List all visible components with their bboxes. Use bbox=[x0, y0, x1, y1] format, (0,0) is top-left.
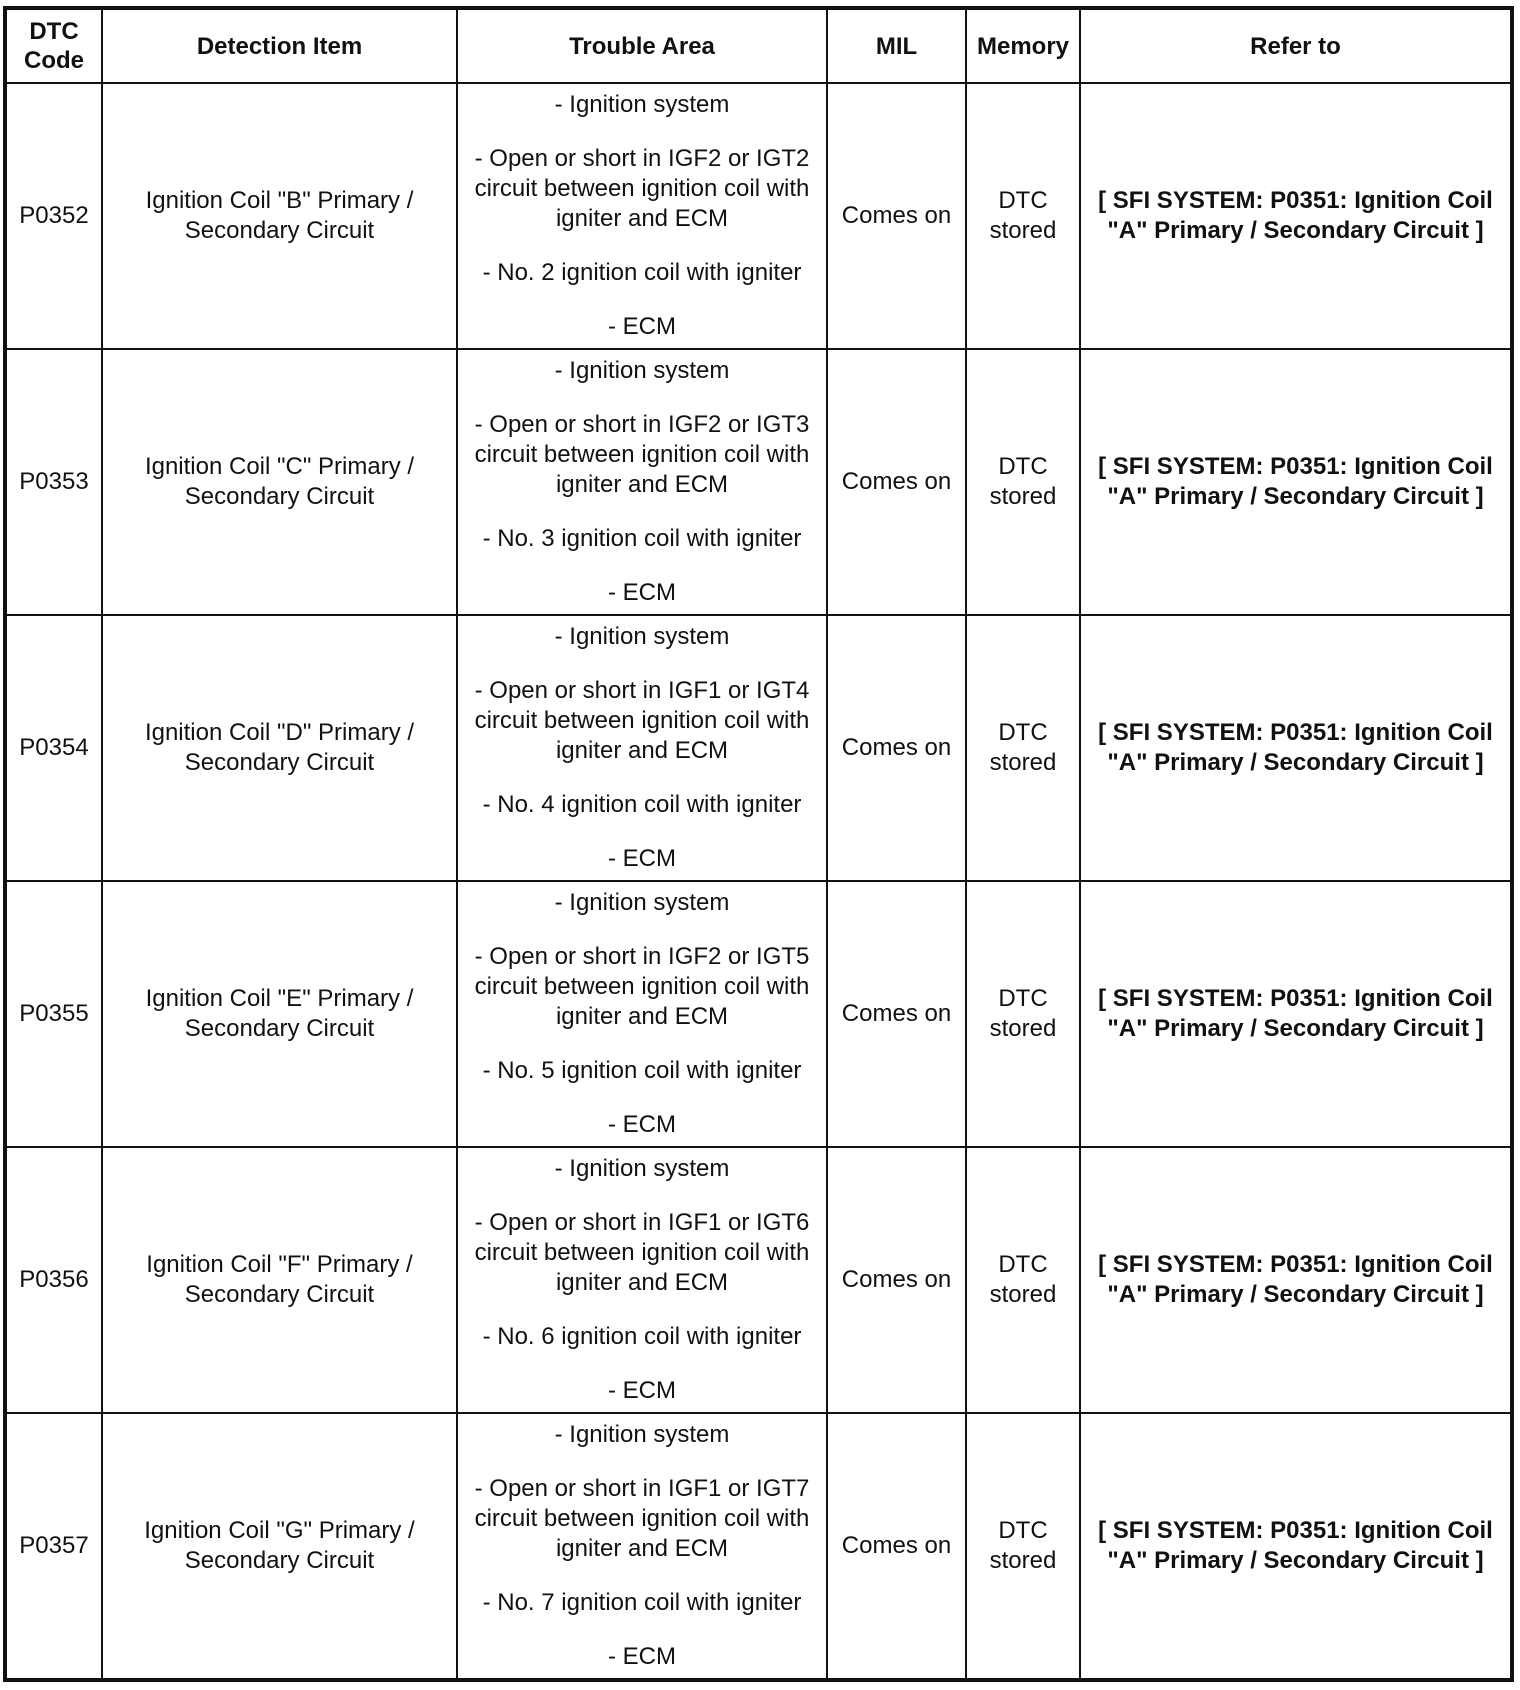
table-row bbox=[5, 349, 1512, 615]
trouble-area-item: - No. 3 ignition coil with igniter bbox=[482, 525, 802, 552]
refer-to-link[interactable]: [ SFI SYSTEM: P0351: Ignition Coil "A" Primary / Secondary Circuit ] bbox=[1080, 1147, 1512, 1413]
trouble-area-list bbox=[462, 1154, 822, 1406]
trouble-area-list bbox=[462, 356, 822, 608]
refer-to-link[interactable]: [ SFI SYSTEM: P0351: Ignition Coil "A" Primary / Secondary Circuit ] bbox=[1080, 615, 1512, 881]
table-row bbox=[5, 1413, 1512, 1680]
trouble-area-item: - Ignition system bbox=[554, 357, 730, 384]
trouble-area-item: - Ignition system bbox=[554, 1155, 730, 1182]
trouble-area-item: - No. 2 ignition coil with igniter bbox=[482, 259, 802, 286]
trouble-area-cell bbox=[457, 1413, 827, 1680]
trouble-area-item: - ECM bbox=[608, 1377, 676, 1404]
detection-item-cell: Ignition Coil "F" Primary / Secondary Circuit bbox=[102, 1147, 457, 1413]
trouble-area-list bbox=[462, 888, 822, 1140]
table-row bbox=[5, 83, 1512, 349]
trouble-area-item: - ECM bbox=[608, 1111, 676, 1138]
trouble-area-item: - No. 4 ignition coil with igniter bbox=[482, 791, 802, 818]
trouble-area-item: - ECM bbox=[608, 579, 676, 606]
dtc-code-cell: P0352 bbox=[5, 83, 102, 349]
header-trouble-area: Trouble Area bbox=[457, 8, 827, 83]
trouble-area-item: - No. 6 ignition coil with igniter bbox=[482, 1323, 802, 1350]
trouble-area-item: - Ignition system bbox=[554, 1421, 730, 1448]
table-header bbox=[5, 8, 1512, 83]
trouble-area-item: - ECM bbox=[608, 1643, 676, 1670]
trouble-area-item: - Open or short in IGF1 or IGT7 circuit between ignition coil with igniter and ECM bbox=[474, 1475, 810, 1562]
detection-item-cell: Ignition Coil "C" Primary / Secondary Circuit bbox=[102, 349, 457, 615]
dtc-code-cell: P0353 bbox=[5, 349, 102, 615]
detection-item-cell: Ignition Coil "E" Primary / Secondary Circuit bbox=[102, 881, 457, 1147]
header-row bbox=[5, 8, 1512, 83]
memory-cell: DTC stored bbox=[966, 615, 1080, 881]
dtc-code-cell: P0357 bbox=[5, 1413, 102, 1680]
dtc-code-cell: P0355 bbox=[5, 881, 102, 1147]
detection-item-cell: Ignition Coil "G" Primary / Secondary Circuit bbox=[102, 1413, 457, 1680]
trouble-area-item: - Ignition system bbox=[554, 889, 730, 916]
mil-cell: Comes on bbox=[827, 881, 966, 1147]
trouble-area-item: - Ignition system bbox=[554, 91, 730, 118]
header-detection-item: Detection Item bbox=[102, 8, 457, 83]
table-row bbox=[5, 1147, 1512, 1413]
trouble-area-list bbox=[462, 622, 822, 874]
trouble-area-cell bbox=[457, 881, 827, 1147]
trouble-area-cell bbox=[457, 615, 827, 881]
refer-to-link[interactable]: [ SFI SYSTEM: P0351: Ignition Coil "A" Primary / Secondary Circuit ] bbox=[1080, 83, 1512, 349]
refer-to-link[interactable]: [ SFI SYSTEM: P0351: Ignition Coil "A" Primary / Secondary Circuit ] bbox=[1080, 349, 1512, 615]
mil-cell: Comes on bbox=[827, 83, 966, 349]
header-dtc-code: DTC Code bbox=[5, 8, 102, 83]
trouble-area-cell bbox=[457, 1147, 827, 1413]
trouble-area-item: - Open or short in IGF1 or IGT6 circuit between ignition coil with igniter and ECM bbox=[474, 1209, 810, 1296]
trouble-area-item: - ECM bbox=[608, 845, 676, 872]
detection-item-cell: Ignition Coil "B" Primary / Secondary Circuit bbox=[102, 83, 457, 349]
header-refer-to: Refer to bbox=[1080, 8, 1512, 83]
trouble-area-item: - No. 5 ignition coil with igniter bbox=[482, 1057, 802, 1084]
memory-cell: DTC stored bbox=[966, 83, 1080, 349]
refer-to-link[interactable]: [ SFI SYSTEM: P0351: Ignition Coil "A" Primary / Secondary Circuit ] bbox=[1080, 1413, 1512, 1680]
trouble-area-item: - Ignition system bbox=[554, 623, 730, 650]
trouble-area-list bbox=[462, 1420, 822, 1672]
memory-cell: DTC stored bbox=[966, 881, 1080, 1147]
memory-cell: DTC stored bbox=[966, 349, 1080, 615]
table-row bbox=[5, 881, 1512, 1147]
table-row bbox=[5, 615, 1512, 881]
trouble-area-list bbox=[462, 90, 822, 342]
trouble-area-item: - Open or short in IGF2 or IGT5 circuit between ignition coil with igniter and ECM bbox=[474, 943, 810, 1030]
trouble-area-item: - Open or short in IGF1 or IGT4 circuit between ignition coil with igniter and ECM bbox=[474, 677, 810, 764]
trouble-area-item: - Open or short in IGF2 or IGT3 circuit between ignition coil with igniter and ECM bbox=[474, 411, 810, 498]
memory-cell: DTC stored bbox=[966, 1413, 1080, 1680]
trouble-area-cell bbox=[457, 349, 827, 615]
dtc-code-cell: P0354 bbox=[5, 615, 102, 881]
refer-to-link[interactable]: [ SFI SYSTEM: P0351: Ignition Coil "A" Primary / Secondary Circuit ] bbox=[1080, 881, 1512, 1147]
dtc-code-cell: P0356 bbox=[5, 1147, 102, 1413]
header-memory: Memory bbox=[966, 8, 1080, 83]
trouble-area-cell bbox=[457, 83, 827, 349]
trouble-area-item: - ECM bbox=[608, 313, 676, 340]
trouble-area-item: - Open or short in IGF2 or IGT2 circuit between ignition coil with igniter and ECM bbox=[474, 145, 810, 232]
memory-cell: DTC stored bbox=[966, 1147, 1080, 1413]
mil-cell: Comes on bbox=[827, 1147, 966, 1413]
dtc-table bbox=[3, 6, 1514, 1682]
detection-item-cell: Ignition Coil "D" Primary / Secondary Circuit bbox=[102, 615, 457, 881]
table-body bbox=[5, 83, 1512, 1680]
mil-cell: Comes on bbox=[827, 1413, 966, 1680]
header-mil: MIL bbox=[827, 8, 966, 83]
mil-cell: Comes on bbox=[827, 615, 966, 881]
trouble-area-item: - No. 7 ignition coil with igniter bbox=[482, 1589, 802, 1616]
mil-cell: Comes on bbox=[827, 349, 966, 615]
